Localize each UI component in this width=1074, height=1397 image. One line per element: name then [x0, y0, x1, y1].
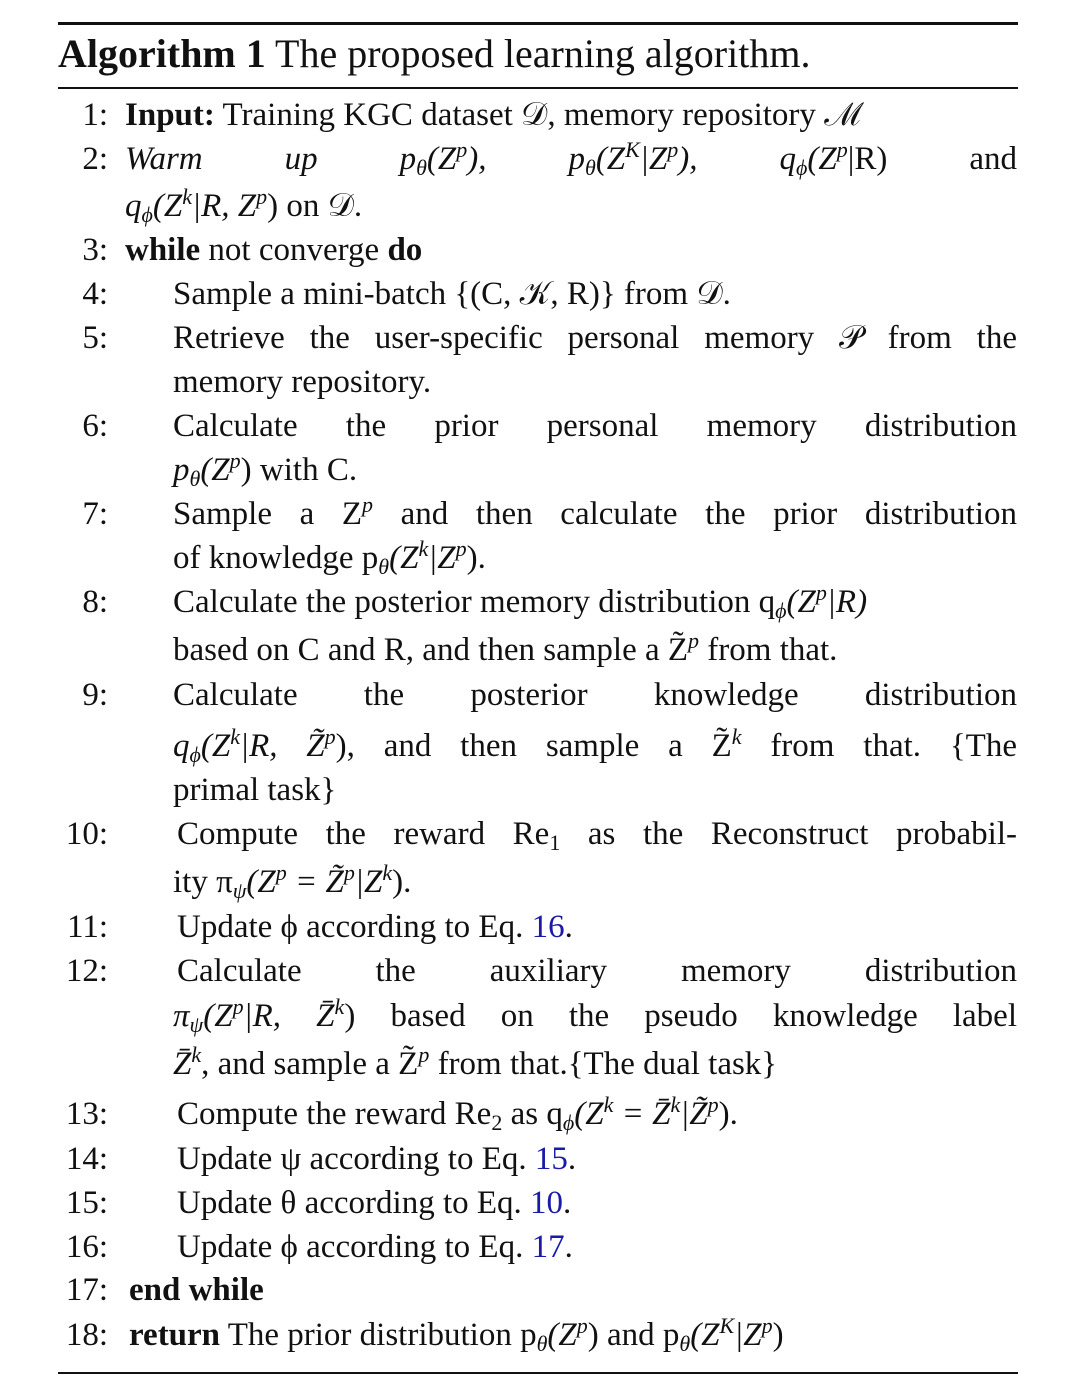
- algorithm-line: return The prior distribution $p_\theta(Z^p)$ and $p_\theta(Z^K|Z^p)$: [129, 1313, 784, 1356]
- algorithm-line: $\pi_\psi(Z^p|R$, Z̄$^k$) based on the pseudo knowledge label: [173, 994, 1017, 1037]
- line-number: 17:: [65, 1272, 108, 1308]
- algorithm-line: Warm up $p_\theta(Z^p)$, $p_\theta(Z^K|Z^p)$, $q_\phi(Z^p|R)$ and: [125, 137, 1017, 180]
- algorithm-line: end while: [129, 1272, 264, 1308]
- algorithm-line: $q_\phi(Z^k|R$, Z̃$^p$), and then sample a Z̃$^k$ from that. {The: [173, 724, 1017, 767]
- algorithm-line: $q_\phi(Z^k|R$, $Z^p$) on 𝒟.: [125, 184, 363, 227]
- algorithm-line: Z̄$^k$, and sample a Z̃$^p$ from that.{The dual task}: [173, 1042, 778, 1082]
- algorithm-line: Sample a mini-batch {(C, 𝒦, R)} from 𝒟.: [173, 276, 731, 312]
- algorithm-line: Calculate the posterior memory distribution $q_\phi(Z^p|R)$: [173, 580, 868, 623]
- equation-ref-link[interactable]: 10: [530, 1185, 564, 1221]
- algorithm-line: primal task}: [173, 772, 337, 808]
- algorithm-line: based on C and R, and then sample a Z̃$^p$ from that.: [173, 628, 838, 668]
- line-number: 6:: [82, 408, 108, 444]
- equation-ref-link[interactable]: 16: [531, 909, 565, 945]
- algorithm-caption: The proposed learning algorithm.: [275, 31, 811, 76]
- line-number: 13:: [65, 1096, 108, 1132]
- line-number: 14:: [65, 1141, 108, 1177]
- bottom-rule: [58, 1372, 1018, 1374]
- line-number: 5:: [82, 320, 108, 356]
- line-number: 9:: [82, 677, 108, 713]
- algorithm-label: Algorithm 1: [58, 31, 266, 76]
- equation-ref-link[interactable]: 17: [531, 1229, 565, 1265]
- line-number: 16:: [65, 1229, 108, 1265]
- algorithm-line: memory repository.: [173, 364, 432, 400]
- algorithm-line: of knowledge $p_\theta(Z^k|Z^p)$.: [173, 536, 486, 579]
- algorithm-line: $p_\theta(Z^p)$ with C.: [173, 448, 358, 491]
- algorithm-line: while not converge do: [125, 232, 423, 268]
- line-number: 2:: [82, 141, 108, 177]
- algorithm-line: Update ϕ according to Eq. 17.: [177, 1229, 573, 1265]
- algorithm-line: Compute the reward $Re_1$ as the Reconstruct probabil-: [177, 816, 1018, 855]
- line-number: 1:: [82, 97, 108, 133]
- algorithm-line: ity $\pi_\psi(Z^p$ = $Z̃^p|Z^k$).: [173, 860, 412, 903]
- algorithm-line: Input: Training KGC dataset 𝒟, memory repository ℳ: [125, 97, 862, 133]
- line-number: 18:: [65, 1317, 108, 1353]
- algorithm-line: Update ψ according to Eq. 15.: [177, 1141, 577, 1177]
- equation-ref-link[interactable]: 15: [534, 1141, 568, 1177]
- algorithm-line: Calculate the posterior knowledge distribution: [173, 677, 1017, 713]
- algorithm-line: Retrieve the user-specific personal memory 𝒫 from the: [173, 320, 1017, 356]
- algorithm-line: Calculate the prior personal memory distribution: [173, 408, 1017, 444]
- line-number: 4:: [82, 276, 108, 312]
- line-number: 12:: [65, 953, 108, 989]
- line-number: 10:: [65, 816, 108, 852]
- algorithm-line: Compute the reward $Re_2$ as $q_\phi(Z^k$ = Z̄$^k$|Z̃$^p$).: [177, 1092, 738, 1135]
- algorithm-line: Update θ according to Eq. 10.: [177, 1185, 572, 1221]
- line-number: 15:: [65, 1185, 108, 1221]
- line-number: 8:: [82, 584, 108, 620]
- algorithm-line: Update ϕ according to Eq. 16.: [177, 909, 573, 945]
- line-number: 11:: [67, 909, 108, 945]
- algorithm-line: Sample a $Z^p$ and then calculate the prior distribution: [173, 492, 1017, 532]
- algorithm-line: Calculate the auxiliary memory distribution: [177, 953, 1017, 989]
- line-number: 3:: [82, 232, 108, 268]
- line-number: 7:: [82, 496, 108, 532]
